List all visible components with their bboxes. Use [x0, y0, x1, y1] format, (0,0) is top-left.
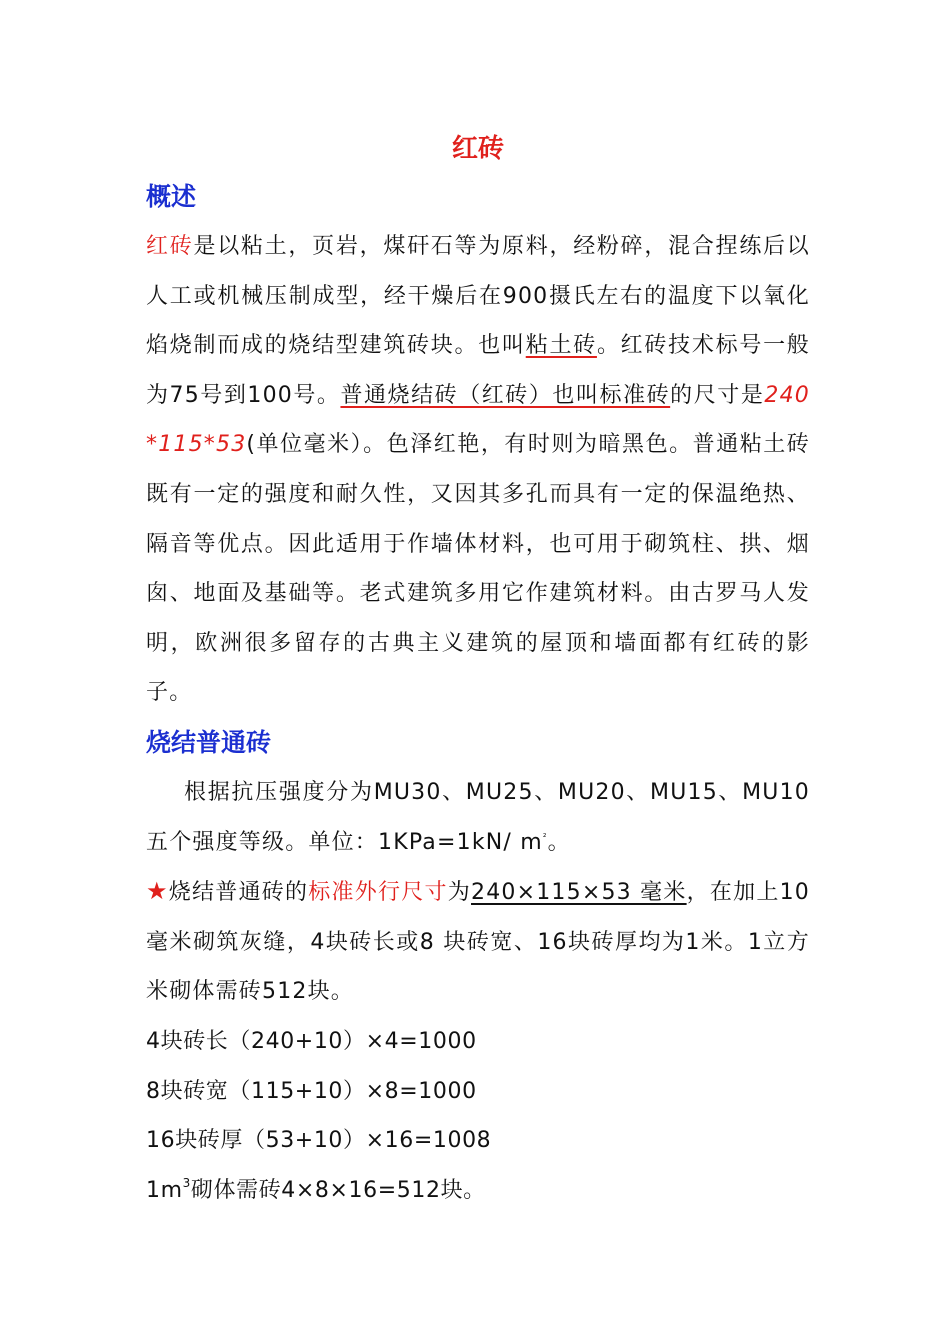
star-icon: ★ — [146, 877, 169, 906]
overview-text-2: 。红砖技术标号一般为75号到100号。 — [146, 333, 810, 408]
unit-superscript: ² — [542, 832, 548, 843]
document-page — [146, 126, 810, 1215]
size-text-2: 为 — [447, 880, 472, 906]
calc-line-thickness: 16块砖厚（53+10）×16=1008 — [146, 1128, 492, 1154]
cubic-superscript: 3 — [182, 1175, 191, 1190]
strength-text-end: 。 — [547, 829, 571, 855]
term-red-brick: 红砖 — [146, 234, 194, 259]
term-standard-size: 标准外行尺寸 — [308, 880, 448, 906]
standard-brick-phrase: 普通烧结砖（红砖）也叫标准砖 — [340, 382, 671, 408]
strength-paragraph — [146, 768, 810, 867]
size-value: 240×115×53 毫米 — [471, 880, 687, 906]
term-clay-brick: 粘土砖 — [525, 333, 597, 359]
brick-dimensions: 240*115*53 — [146, 382, 810, 458]
size-text-1: 烧结普通砖的 — [168, 880, 309, 906]
section-heading-overview: 概述 — [146, 182, 197, 211]
final-line — [146, 1166, 810, 1216]
overview-text-4: (单位毫米）。色泽红艳，有时则为暗黑色。普通粘土砖既有一定的强度和耐久性，又因其多孔而具有一定的保温绝热、隔音等优点。因此适用于作墙体材料，也可用于砌筑柱、拱、烟囱、地面及基础等。老式建筑多用它作建筑材料。由古罗马人发明，欧洲很多留存的古典主义建筑的屋顶和墙面都有红砖的影子。 — [146, 432, 810, 706]
final-unit: 1m — [146, 1177, 183, 1203]
calc-line-width: 8块砖宽（115+10）×8=1000 — [146, 1078, 477, 1104]
final-text: 砌体需砖4×8×16=512块。 — [190, 1177, 486, 1203]
strength-text: 根据抗压强度分为MU30、MU25、MU20、MU15、MU10 五个强度等级。单位：1KPa=1kN/ m — [146, 779, 810, 855]
document-title: 红砖 — [451, 134, 504, 164]
calc-line-length: 4块砖长（240+10）×4=1000 — [146, 1028, 477, 1054]
overview-paragraph — [146, 222, 810, 718]
section-heading-sintered-brick: 烧结普通砖 — [146, 727, 272, 757]
size-paragraph — [146, 867, 810, 1017]
overview-text-3: 的尺寸是 — [670, 382, 765, 408]
overview-text-1: 是以粘土，页岩，煤矸石等为原料，经粉碎，混合捏练后以人工或机械压制成型，经干燥后在900摄氏左右的温度下以氧化焰烧制而成的烧结型建筑砖块。也叫 — [146, 234, 810, 359]
size-text-3: ，在加上10毫米砌筑灰缝，4块砖长或8 块砖宽、16块砖厚均为1米。1立方米砌体需砖512块。 — [146, 880, 811, 1005]
